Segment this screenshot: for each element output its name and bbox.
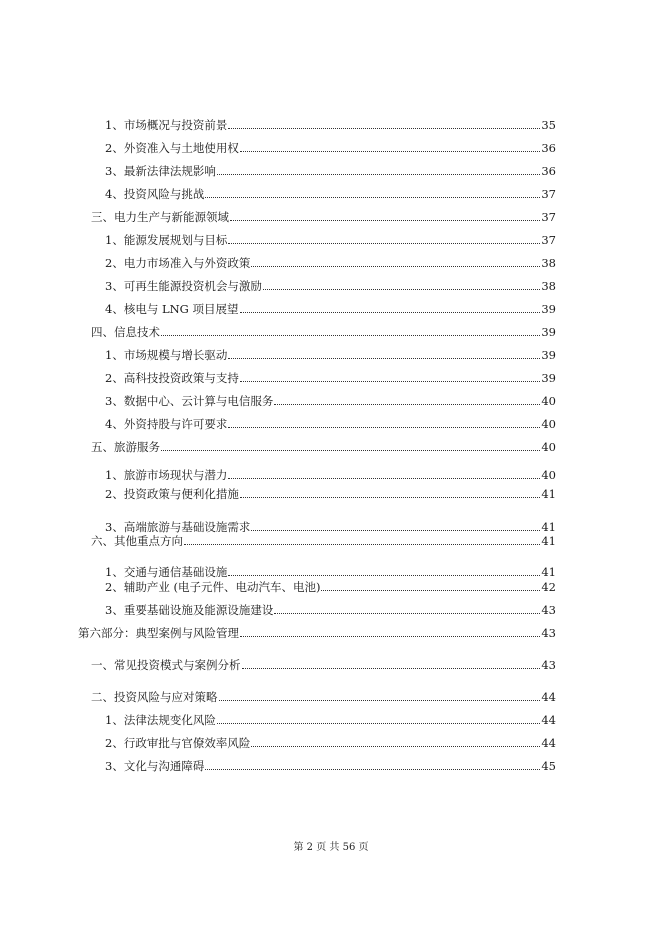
toc-page-number: 43 [541,603,556,617]
toc-dot-leader [274,613,540,614]
toc-entry-title: 3、最新法律法规影响 [105,164,216,178]
toc-dot-leader [205,769,540,770]
toc-dot-leader [228,128,540,129]
toc-entry-title: 1、市场概况与投资前景 [105,118,228,132]
toc-entry[interactable] [105,229,556,247]
toc-entry-title: 三、电力生产与新能源领域 [91,210,229,224]
toc-entry[interactable] [105,464,556,482]
toc-entry-title: 3、文化与沟通障碍 [105,759,205,773]
toc-entry[interactable] [105,483,556,501]
toc-entry[interactable] [105,275,556,293]
toc-dot-leader [240,636,540,637]
toc-page-number: 38 [541,256,556,270]
toc-page-number: 36 [541,141,556,155]
toc-entry[interactable] [105,298,556,316]
toc-dot-leader [228,358,540,359]
toc-entry[interactable] [105,114,556,132]
toc-dot-leader [240,381,541,382]
toc-entry-title: 4、外资持股与许可要求 [105,417,228,431]
toc-dot-leader [240,497,541,498]
toc-dot-leader [217,723,541,724]
toc-dot-leader [240,151,541,152]
toc-dot-leader [217,174,541,175]
toc-page-number: 40 [541,468,556,482]
toc-page-number: 45 [541,759,556,773]
toc-page-number: 39 [541,371,556,385]
toc-dot-leader [251,746,540,747]
toc-entry-title: 1、旅游市场现状与潜力 [105,468,228,482]
toc-page-number: 43 [541,626,556,640]
toc-page-number: 44 [541,736,556,750]
toc-entry[interactable] [105,709,556,727]
toc-page-number: 40 [541,417,556,431]
toc-entry[interactable] [105,413,556,431]
toc-page-number: 44 [541,690,556,704]
toc-entry-title: 2、行政审批与官僚效率风险 [105,736,251,750]
toc-page-number: 37 [541,233,556,247]
toc-entry-title: 3、数据中心、云计算与电信服务 [105,394,274,408]
toc-entry-title: 1、能源发展规划与目标 [105,233,228,247]
page-footer: 第 2 页 共 56 页 [293,842,369,853]
toc-page-number: 40 [541,394,556,408]
toc-entry-title: 3、高端旅游与基础设施需求 [105,520,251,534]
toc-page-number: 39 [541,325,556,339]
toc-dot-leader [274,404,540,405]
toc-entry-title: 2、投资政策与便利化措施 [105,487,239,501]
toc-entry-title: 四、信息技术 [91,325,160,339]
toc-entry-title: 4、投资风险与挑战 [105,187,205,201]
toc-entry[interactable] [91,321,556,339]
toc-entry[interactable] [105,599,556,617]
toc-entry-title: 4、核电与 LNG 项目展望 [105,302,239,316]
toc-page-number: 36 [541,164,556,178]
toc-entry[interactable] [78,622,556,640]
toc-entry[interactable] [105,755,556,773]
toc-dot-leader [321,590,540,591]
toc-entry-title: 2、辅助产业 (电子元件、电动汽车、电池) [105,580,321,594]
toc-dot-leader [242,668,541,669]
toc-entry[interactable] [105,344,556,362]
toc-page-number: 41 [541,520,556,534]
toc-page-number: 35 [541,118,556,132]
toc-dot-leader [251,266,540,267]
toc-entry-title: 1、法律法规变化风险 [105,713,216,727]
toc-entry[interactable] [105,576,556,594]
toc-entry[interactable] [91,206,556,224]
toc-dot-leader [228,478,540,479]
toc-entry-title: 二、投资风险与应对策略 [91,690,218,704]
toc-page-number: 39 [541,302,556,316]
toc-entry[interactable] [105,390,556,408]
toc-entry-title: 2、高科技投资政策与支持 [105,371,239,385]
toc-page-number: 37 [541,210,556,224]
toc-page-number: 39 [541,348,556,362]
toc-dot-leader [228,427,540,428]
toc-page-number: 38 [541,279,556,293]
toc-entry[interactable] [91,686,556,704]
toc-entry-title: 1、市场规模与增长驱动 [105,348,228,362]
toc-entry-title: 2、外资准入与土地使用权 [105,141,239,155]
toc-dot-leader [228,243,540,244]
toc-entry[interactable] [105,367,556,385]
toc-dot-leader [219,700,541,701]
toc-entry-title: 3、可再生能源投资机会与激励 [105,279,262,293]
toc-entry[interactable] [105,137,556,155]
toc-page-number: 41 [541,487,556,501]
toc-dot-leader [230,220,540,221]
toc-entry-title: 第六部分：典型案例与风险管理 [78,626,239,640]
toc-entry[interactable] [105,252,556,270]
toc-dot-leader [161,335,540,336]
toc-entry[interactable] [91,654,556,672]
toc-entry[interactable] [91,436,556,454]
toc-dot-leader [161,450,540,451]
toc-entry-title: 一、常见投资模式与案例分析 [91,658,241,672]
toc-page-number: 40 [541,440,556,454]
toc-entry-title: 3、重要基础设施及能源设施建设 [105,603,274,617]
toc-page-number: 41 [541,534,556,548]
toc-dot-leader [184,544,540,545]
toc-dot-leader [240,312,541,313]
toc-entry-title: 五、旅游服务 [91,440,160,454]
toc-entry[interactable] [91,530,556,548]
toc-page-number: 44 [541,713,556,727]
toc-page-number: 43 [541,658,556,672]
toc-dot-leader [263,289,541,290]
toc-entry-title: 六、其他重点方向 [91,534,183,548]
toc-entry[interactable] [105,160,556,178]
toc-entry-title: 1、交通与通信基础设施 [105,565,228,579]
toc-page-number: 41 [541,565,556,579]
toc-entry[interactable] [105,183,556,201]
toc-dot-leader [205,197,540,198]
toc-page-number: 37 [541,187,556,201]
toc-entry-title: 2、电力市场准入与外资政策 [105,256,251,270]
toc-page-number: 42 [541,580,556,594]
toc-entry[interactable] [105,732,556,750]
